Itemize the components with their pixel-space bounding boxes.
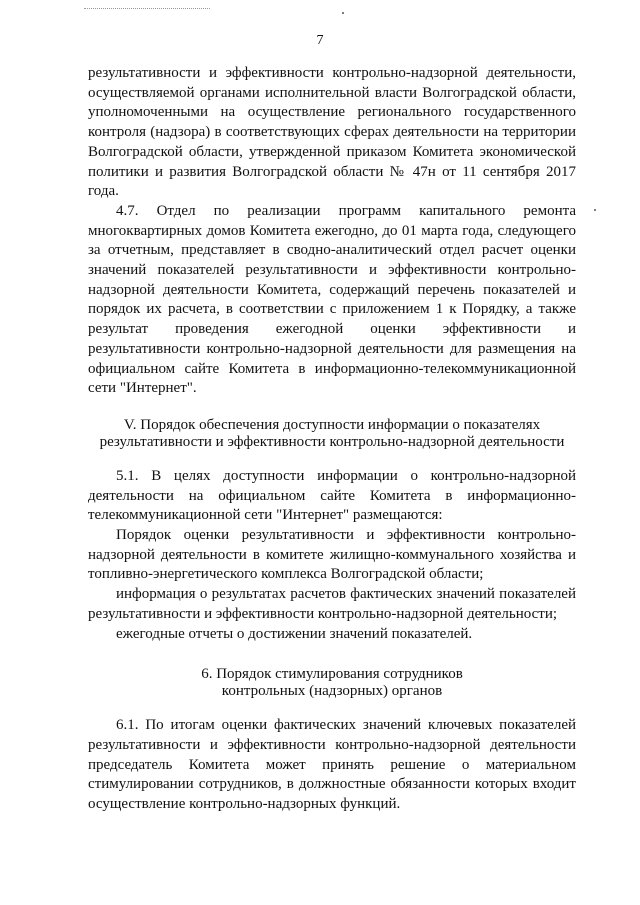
section-5-heading xyxy=(88,417,576,451)
scan-artifact-line xyxy=(84,8,210,9)
section-6-heading-line-1: 6. Порядок стимулирования сотрудников xyxy=(201,666,463,683)
section-5-heading-line-1: V. Порядок обеспечения доступности информации о показателях xyxy=(123,416,541,433)
scan-speck xyxy=(342,12,344,14)
scan-speck xyxy=(594,209,596,211)
list-item-procedure: Порядок оценки результативности и эффективности контрольно-надзорной деятельности в комитете жилищно-коммунального хозяйства и топливно-энергетического комплекса Волгоградской области; xyxy=(88,527,576,583)
paragraph-6-1: 6.1. По итогам оценки фактических значений ключевых показателей результативности и эффективности контрольно-надзорной деятельности председатель Комитета может принять решение о материальном стимулировании сотрудников, в должностные обязанности которых входит осуществление контрольно-надзорных функций. xyxy=(88,717,576,813)
paragraph-5-1: 5.1. В целях доступности информации о контрольно-надзорной деятельности на официальном сайте Комитета в информационно-телекоммуникационной сети "Интернет" размещаются: xyxy=(88,467,576,524)
paragraph-4-7: 4.7. Отдел по реализации программ капитального ремонта многоквартирных домов Комитета ежегодно, до 01 марта года, следующего за отчетным, представляет в сводно-аналитический отдел расчет оценки значений показателей результативности и эффективности контрольно-надзорной деятельности Комитета, содержащий перечень показателей и порядок их расчета, в соответствии с приложением 1 к Порядку, а также результат проведения ежегодной оценки эффективности и результативности контрольно-надзорной деятельности для размещения на официальном сайте Комитета в информационно-телекоммуникационной сети "Интернет". xyxy=(88,202,576,397)
list-item-information: информация о результатах расчетов фактических значений показателей результативности и эффективности контрольно-надзорной деятельности; xyxy=(88,586,576,622)
section-6-heading xyxy=(88,666,576,700)
paragraph-continuation: результативности и эффективности контрольно-надзорной деятельности, осуществляемой органами исполнительной власти Волгоградской области, уполномоченными на осуществление регионального государственного контроля (надзора) в соответствующих сферах деятельности на территории Волгоградской области, утвержденной приказом Комитета экономической политики и развития Волгоградской области № 47н от 11 сентября 2017 года. xyxy=(88,65,576,200)
document-body xyxy=(88,64,576,815)
page-number: 7 xyxy=(316,33,324,48)
list-item-reports: ежегодные отчеты о достижении значений показателей. xyxy=(116,625,473,642)
section-6-heading-line-2: контрольных (надзорных) органов xyxy=(221,683,443,700)
section-5-heading-line-2: результативности и эффективности контрольно-надзорной деятельности xyxy=(99,433,565,450)
